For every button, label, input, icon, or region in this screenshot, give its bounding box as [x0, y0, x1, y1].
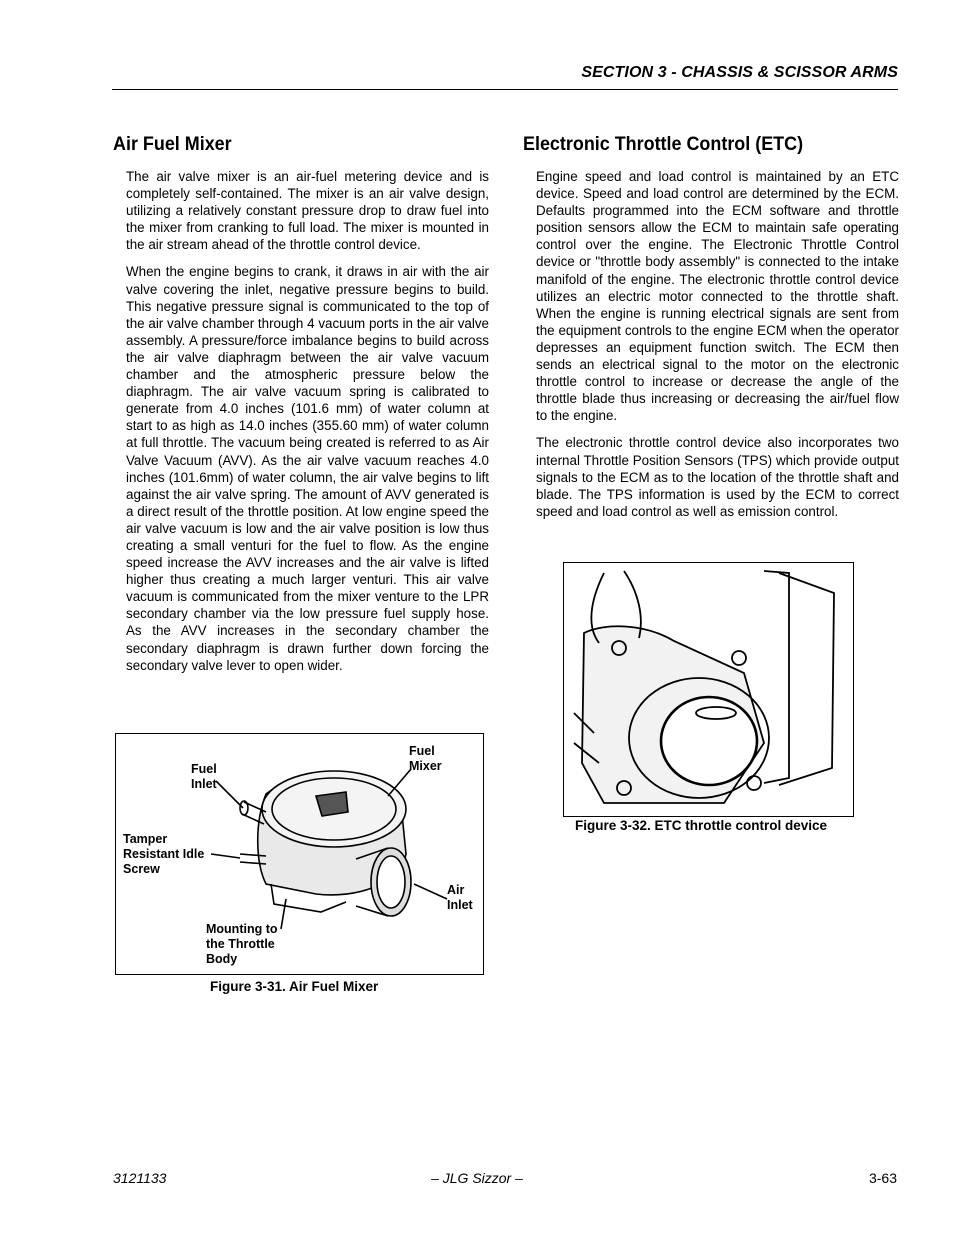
mounting-label: Mounting to the Throttle Body: [206, 922, 278, 966]
figure-caption: Figure 3-31. Air Fuel Mixer: [210, 979, 379, 994]
etc-throttle-figure: [563, 562, 854, 817]
body-paragraph: The air valve mixer is an air-fuel metering device and is completely self-contained. The mixer is an air valve design, utilizing a relatively constant pressure drop to draw fuel into the mixer from cranking to full load. The mixer is mounted in the air stream ahead of the throttle control device.: [126, 169, 489, 253]
body-paragraph: The electronic throttle control device also incorporates two internal Throttle Position Sensors (TPS) which provide output signals to the ECM as to the location of the throttle shaft and blade. The TPS information is used by the ECM to correct speed and load control as well as emission control.: [536, 435, 899, 519]
doc-number: 3121133: [113, 1170, 167, 1186]
page-number: 3-63: [868, 1170, 897, 1186]
body-paragraph: When the engine begins to crank, it draws in air with the air valve covering the inlet, negative pressure begins to build. This negative pressure signal is communicated to the top of the air valve chamber through 4 vacuum ports in the air valve assembly. A pressure/force imbalance begins to build across the air valve diaphragm between the air valve vacuum chamber and the atmospheric pressure below the diaphragm. The air valve vacuum spring is calibrated to generate from 4.0 inches (101.6 mm) of water column at start to as high as 14.0 inches (355.60 mm) of water column at full throttle. The vacuum being created is referred to as Air Valve Vacuum (AVV). As the air valve vacuum reaches 4.0 inches (101.6mm) of water column, the air valve begins to lift against the air valve spring. The amount of AVV generated is a direct result of the throttle position. At low engine speed the air valve vacuum is low and the air valve position is low thus creating a small venturi for the fuel to flow. As the engine speed increase the AVV increases and the air valve is lifted higher thus creating a much larger venturi. This air valve vacuum is communicated from the mixer venture to the LPR secondary chamber via the low pressure fuel supply hose. As the AVV increases in the secondary chamber the secondary diaphragm is drawn further down forcing the secondary valve lever to open wider.: [126, 264, 489, 673]
figure-caption: Figure 3-32. ETC throttle control device: [575, 818, 828, 833]
etc-throttle-illustration: [564, 563, 853, 816]
fuel-mixer-label: Fuel Mixer: [409, 744, 442, 773]
header-rule: [112, 89, 898, 90]
tamper-screw-label: Tamper Resistant Idle Screw: [123, 832, 205, 876]
section-header: SECTION 3 - CHASSIS & SCISSOR ARMS: [581, 64, 898, 81]
air-fuel-mixer-heading: Air Fuel Mixer: [113, 133, 232, 155]
left-column: [113, 133, 489, 684]
etc-heading: Electronic Throttle Control (ETC): [523, 133, 804, 155]
air-fuel-mixer-figure: [115, 733, 484, 975]
air-inlet-label: Air Inlet: [447, 883, 473, 912]
body-paragraph: Engine speed and load control is maintained by an ETC device. Speed and load control are determined by the ECM. Defaults programmed into the ECM software and throttle position sensors allow the ECM to maintain safe operating control over the engine. The Electronic Throttle Control device or "throttle body assembly" is connected to the intake manifold of the engine. The electronic throttle control device utilizes an electric motor connected to the throttle shaft. When the engine is running electrical signals are sent from the equipment controls to the engine ECM when the operator depresses an equipment function switch. The ECM then sends an electrical signal to the motor on the electronic throttle control to increase or decrease the angle of the throttle blade thus increasing or decreasing the air/fuel flow to the engine.: [536, 169, 899, 424]
footer-title: – JLG Sizzor –: [431, 1170, 523, 1186]
right-column: [523, 133, 899, 530]
fuel-inlet-label: Fuel Inlet: [191, 762, 217, 791]
